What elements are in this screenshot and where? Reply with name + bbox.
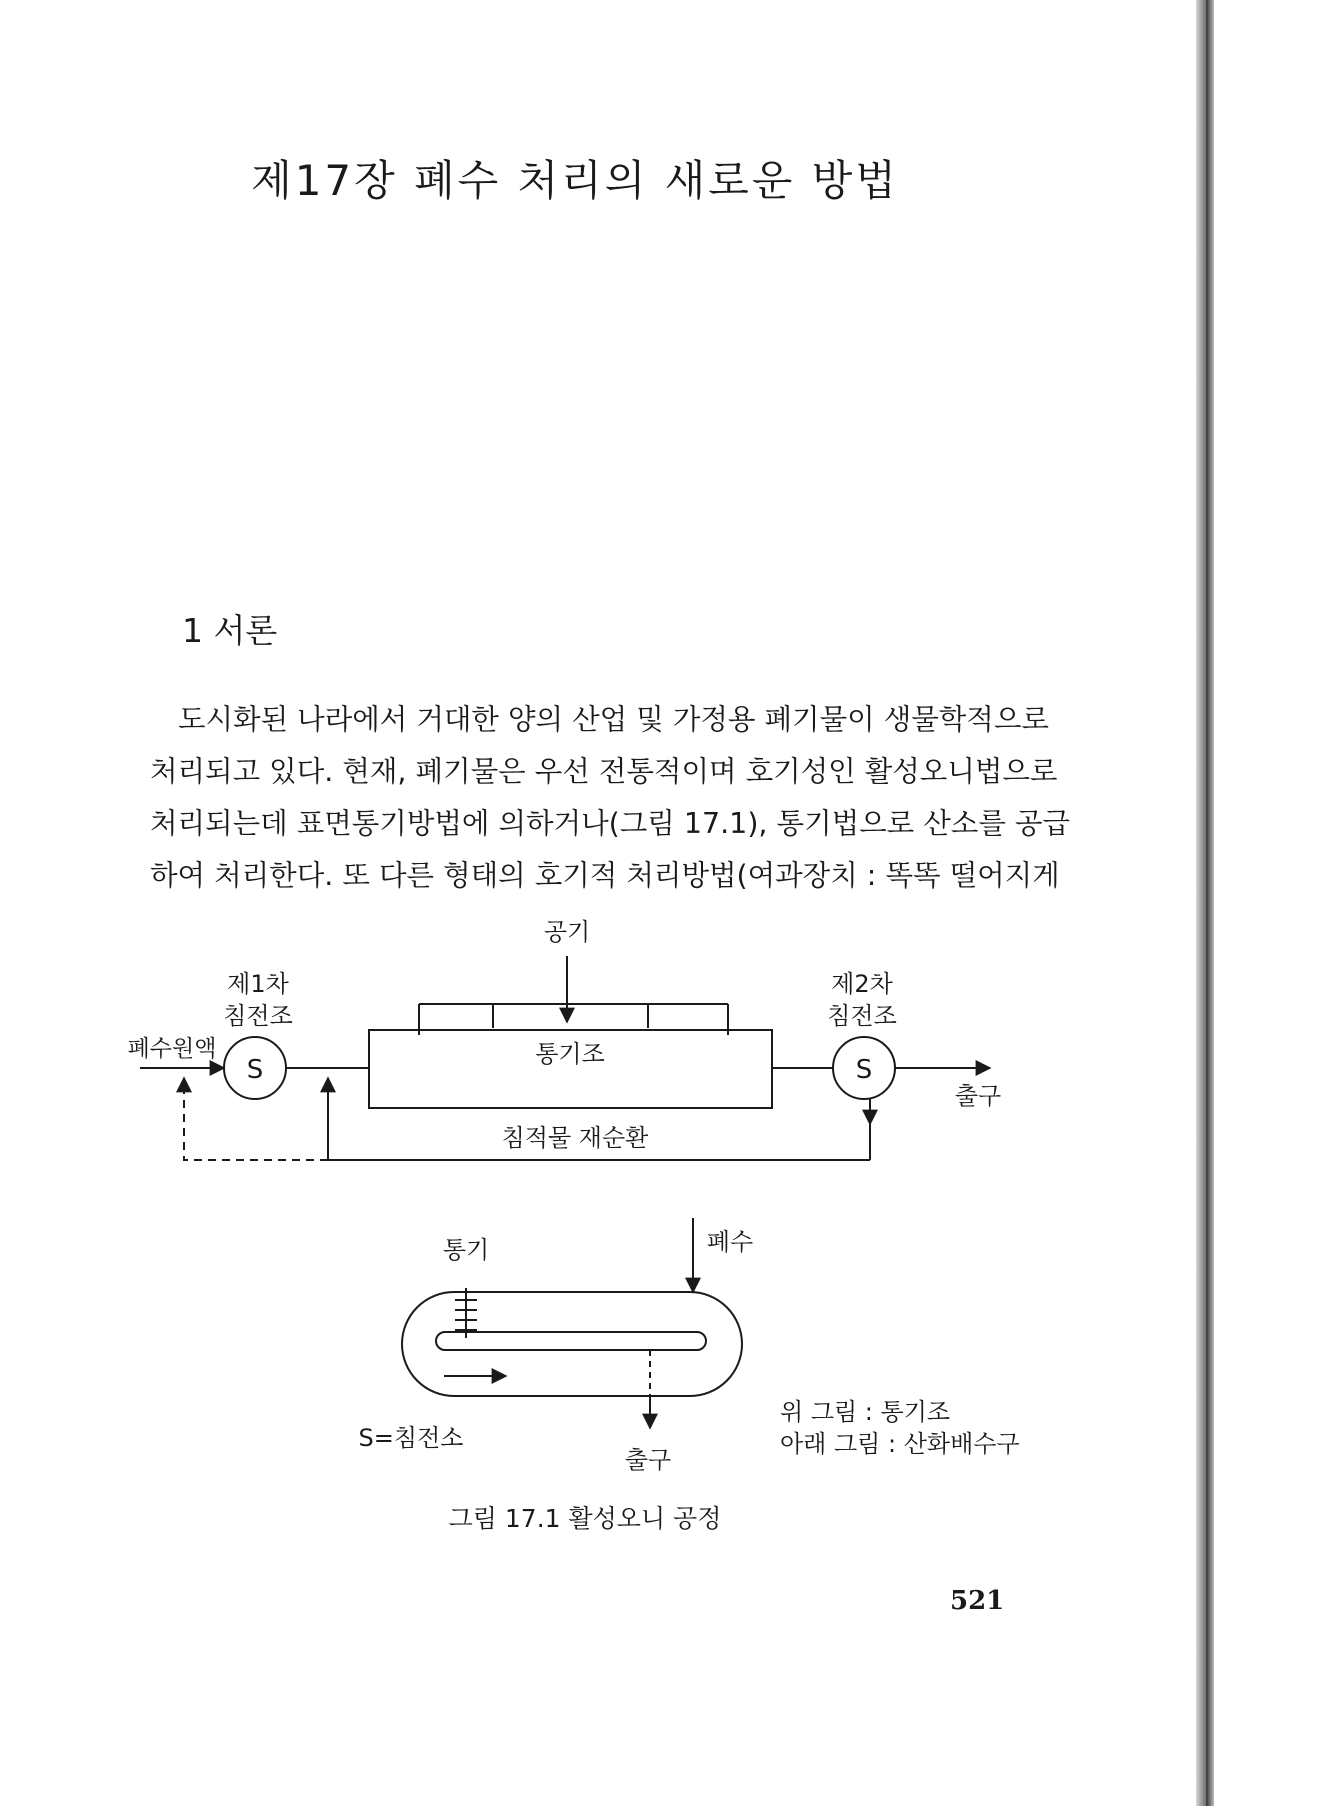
influent-label: 폐수원액 [127,1036,217,1062]
secondary-tank-label-line2: 침전조 [827,1002,897,1030]
section-heading: 1 서론 [182,611,278,650]
secondary-tank-label-line1: 제2차 [831,970,893,998]
ditch-outlet-label: 출구 [624,1446,672,1474]
outlet-label: 출구 [954,1082,1002,1110]
aeration-tank-label: 통기조 [535,1040,605,1068]
aeration-label: 통기 [442,1236,490,1264]
secondary-settler-symbol: S [855,1055,873,1085]
paragraph-line-1: 도시화된 나라에서 거대한 양의 산업 및 가정용 폐기물이 생물학적으로 [178,703,1049,736]
primary-tank-label-line1: 제1차 [227,970,289,998]
air-label: 공기 [543,918,591,946]
sludge-recycle-label: 침적물 재순환 [501,1124,649,1152]
figure-note-line2: 아래 그림 : 산화배수구 [780,1430,1020,1458]
legend-s: S=침전소 [358,1424,464,1452]
figure-caption: 그림 17.1 활성오니 공정 [448,1504,722,1533]
dashed-sludge-waste-line [184,1078,328,1160]
paragraph-line-2: 처리되고 있다. 현재, 폐기물은 우선 전통적이며 호기성인 활성오니법으로 [150,755,1058,788]
primary-settler-symbol: S [246,1055,264,1085]
primary-tank-label-line2: 침전조 [223,1002,293,1030]
figure-note-line1: 위 그림 : 통기조 [780,1398,951,1426]
page-number: 521 [950,1586,1005,1616]
paragraph-line-4: 하여 처리한다. 또 다른 형태의 호기적 처리방법(여과장치 : 똑똑 떨어지게 [150,859,1060,892]
wastewater-label: 폐수 [706,1228,754,1256]
chapter-title: 제17장 폐수 처리의 새로운 방법 [251,156,899,205]
bottom-diagram-labels [359,1228,1020,1533]
oxidation-ditch-outer [402,1292,742,1396]
oxidation-ditch-divider [436,1332,706,1350]
paragraph-line-3: 처리되는데 표면통기방법에 의하거나(그림 17.1), 통기법으로 산소를 공급 [150,807,1070,840]
